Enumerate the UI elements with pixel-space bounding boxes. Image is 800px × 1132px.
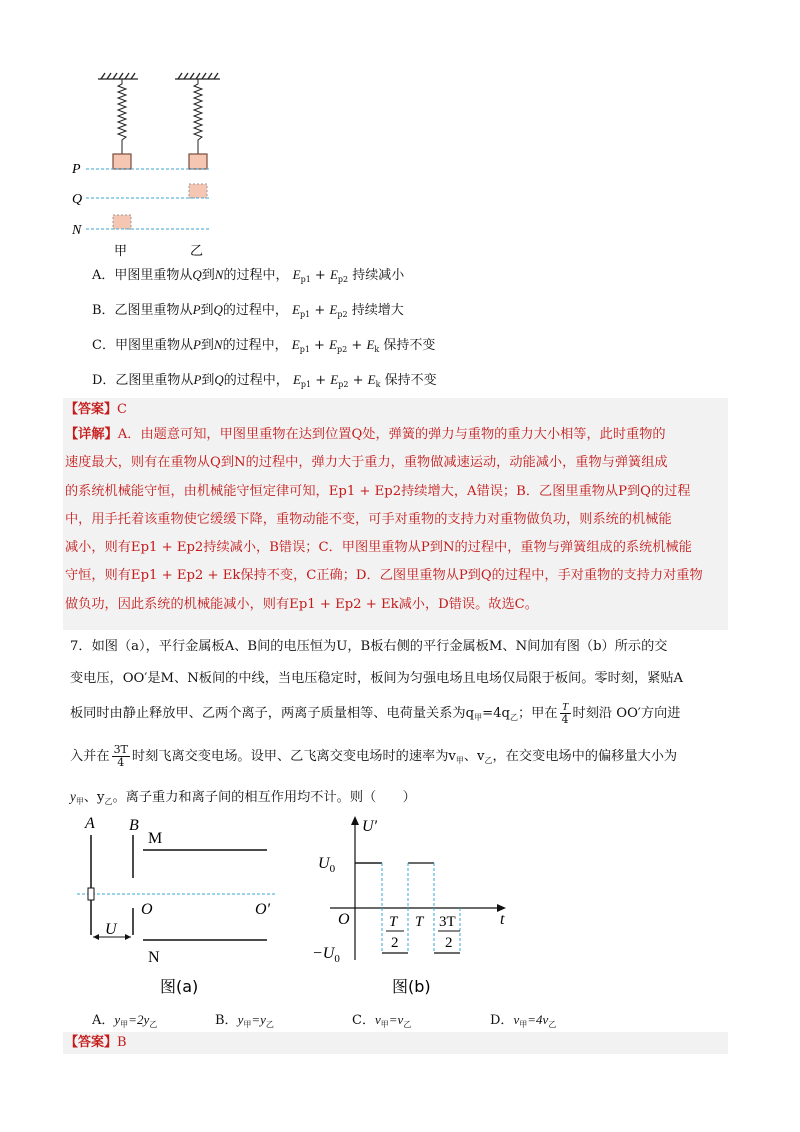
origin-label: O — [338, 911, 350, 928]
option-d[interactable]: D．乙图里重物从P到Q的过程中， $E_{p1} + E_{p2} + E_k$ 保持不变 — [92, 372, 437, 389]
block-right-p — [189, 154, 207, 169]
detail-line: 【详解】A．由题意可知，甲图里重物在达到位置Q处，弹簧的弹力与重物的重力大小相等，此时重物的 — [65, 427, 666, 442]
detail-line: 的系统机械能守恒，由机械能守恒定律可知，Ep1 + Ep2持续增大，A错误；B．乙图里重物从P到Q的过程 — [65, 483, 691, 499]
spring-figure — [70, 70, 250, 260]
block-right-q — [189, 184, 207, 198]
tick-t: T — [415, 914, 424, 930]
detail-text — [63, 421, 728, 619]
q7-line: $y_甲$、$y_乙$。离子重力和离子间的相互作用均不计。则（ ） — [70, 789, 416, 806]
caption-a: 图(a) — [160, 977, 199, 996]
plate-m-label: M — [148, 830, 163, 847]
fraction-3t-over-4: $\frac{3T}{4}$ — [113, 743, 128, 769]
option-b[interactable]: B．乙图里重物从P到Q的过程中， $E_{p1} + E_{p2}$ 持续增大 — [92, 302, 404, 319]
tick-3t-half-num: 3T — [439, 914, 456, 930]
detail-line: 速度最大，则有在重物从Q到N的过程中，弹力大于重力，重物做减速运动，动能减小，重物与弹簧组成 — [65, 455, 668, 471]
label-q: Q — [72, 192, 83, 207]
ceiling-left — [98, 73, 138, 79]
plate-a-label: A — [85, 815, 95, 832]
label-p: P — [72, 162, 81, 177]
q7-line: 板同时由静止释放甲、乙两个离子，两离子质量相等、电荷量关系为$q_甲=4q_乙$；甲在 $\frac{T}{4}$ 时刻沿 OO′方向进 — [70, 701, 681, 726]
answer-7-block — [63, 1032, 728, 1054]
fraction-t-over-4: $\frac{T}{4}$ — [561, 701, 569, 726]
o-prime-label: O′ — [255, 901, 271, 918]
option-7a[interactable]: A．$y_甲=2y_乙$ — [92, 1012, 158, 1029]
q7-line: 变电压，OO′是M、N板间的中线，当电压稳定时，板间为匀强电场且电场仅局限于板间。零时刻，紧贴A — [70, 671, 684, 686]
u-axis-label: U′ — [362, 818, 378, 835]
label-yi: 乙 — [190, 244, 204, 259]
neg-u0-label: $-U_0$ — [312, 945, 340, 965]
option-a[interactable]: A．甲图里重物从Q到N的过程中， $E_{p1} + E_{p2}$ 持续减小 — [92, 267, 405, 284]
tick-3t-half-den: 2 — [445, 935, 453, 951]
option-7d[interactable]: D．$v_甲=4v_乙$ — [490, 1012, 557, 1029]
detail-line: 减小，则有Ep1 + Ep2持续减小，B错误；C．甲图里重物从P到N的过程中，重物与弹簧组成的系统机械能 — [65, 540, 692, 556]
block-left-p — [113, 154, 131, 169]
q7-line: 7．如图（a），平行金属板A、B间的电压恒为U，B板右侧的平行金属板M、N间加有图（b）所示的交 — [70, 639, 668, 654]
option-7b[interactable]: B．$y_甲=y_乙$ — [215, 1012, 274, 1029]
option-c[interactable]: C．甲图里重物从P到N的过程中， $E_{p1} + E_{p2} + E_k$ 保持不变 — [92, 337, 436, 354]
answer-detail-block — [63, 398, 728, 630]
caption-b: 图(b) — [392, 977, 431, 996]
figure-b — [310, 810, 520, 1000]
answer-7-line: 【答案】B — [65, 1035, 127, 1050]
detail-line: 中，用手托着该重物使它缓缓下降，重物动能不变，可手对重物的支持力对重物做负功，则系统的机械能 — [65, 511, 672, 527]
block-left-n — [113, 215, 131, 229]
plate-n-label: N — [148, 949, 160, 966]
ceiling-right — [175, 73, 220, 79]
spring-right — [194, 79, 202, 154]
label-jia: 甲 — [114, 244, 128, 259]
detail-line: 守恒，则有Ep1 + Ep2 + Ek保持不变，C正确；D．乙图里重物从P到Q的过程中，手对重物的支持力对重物 — [65, 568, 703, 584]
tick-t-half-den: 2 — [391, 935, 399, 951]
u-label: U — [105, 921, 117, 938]
detail-line: 做负功，因此系统的机械能减小，则有Ep1 + Ep2 + Ek减小，D错误。故选C。 — [65, 596, 538, 612]
o-label: O — [141, 901, 153, 918]
figure-a — [75, 810, 285, 1000]
question-7 — [70, 631, 735, 818]
answer-line: 【答案】C — [65, 402, 127, 417]
tick-t-half-num: T — [389, 914, 398, 930]
option-7c[interactable]: C．$v_甲=v_乙$ — [352, 1012, 412, 1029]
spring-left — [118, 79, 126, 154]
label-n: N — [72, 223, 82, 238]
ion-source — [88, 888, 94, 900]
plate-b-label: B — [129, 817, 139, 834]
t-axis-label: t — [500, 911, 505, 928]
u0-label: $U_0$ — [318, 855, 336, 875]
q7-line: 入并在 $\frac{3T}{4}$ 时刻飞离交变电场。设甲、乙飞离交变电场时的速率为$v_甲$、$v_乙$，在交变电场中的偏移量大小为 — [70, 743, 678, 769]
